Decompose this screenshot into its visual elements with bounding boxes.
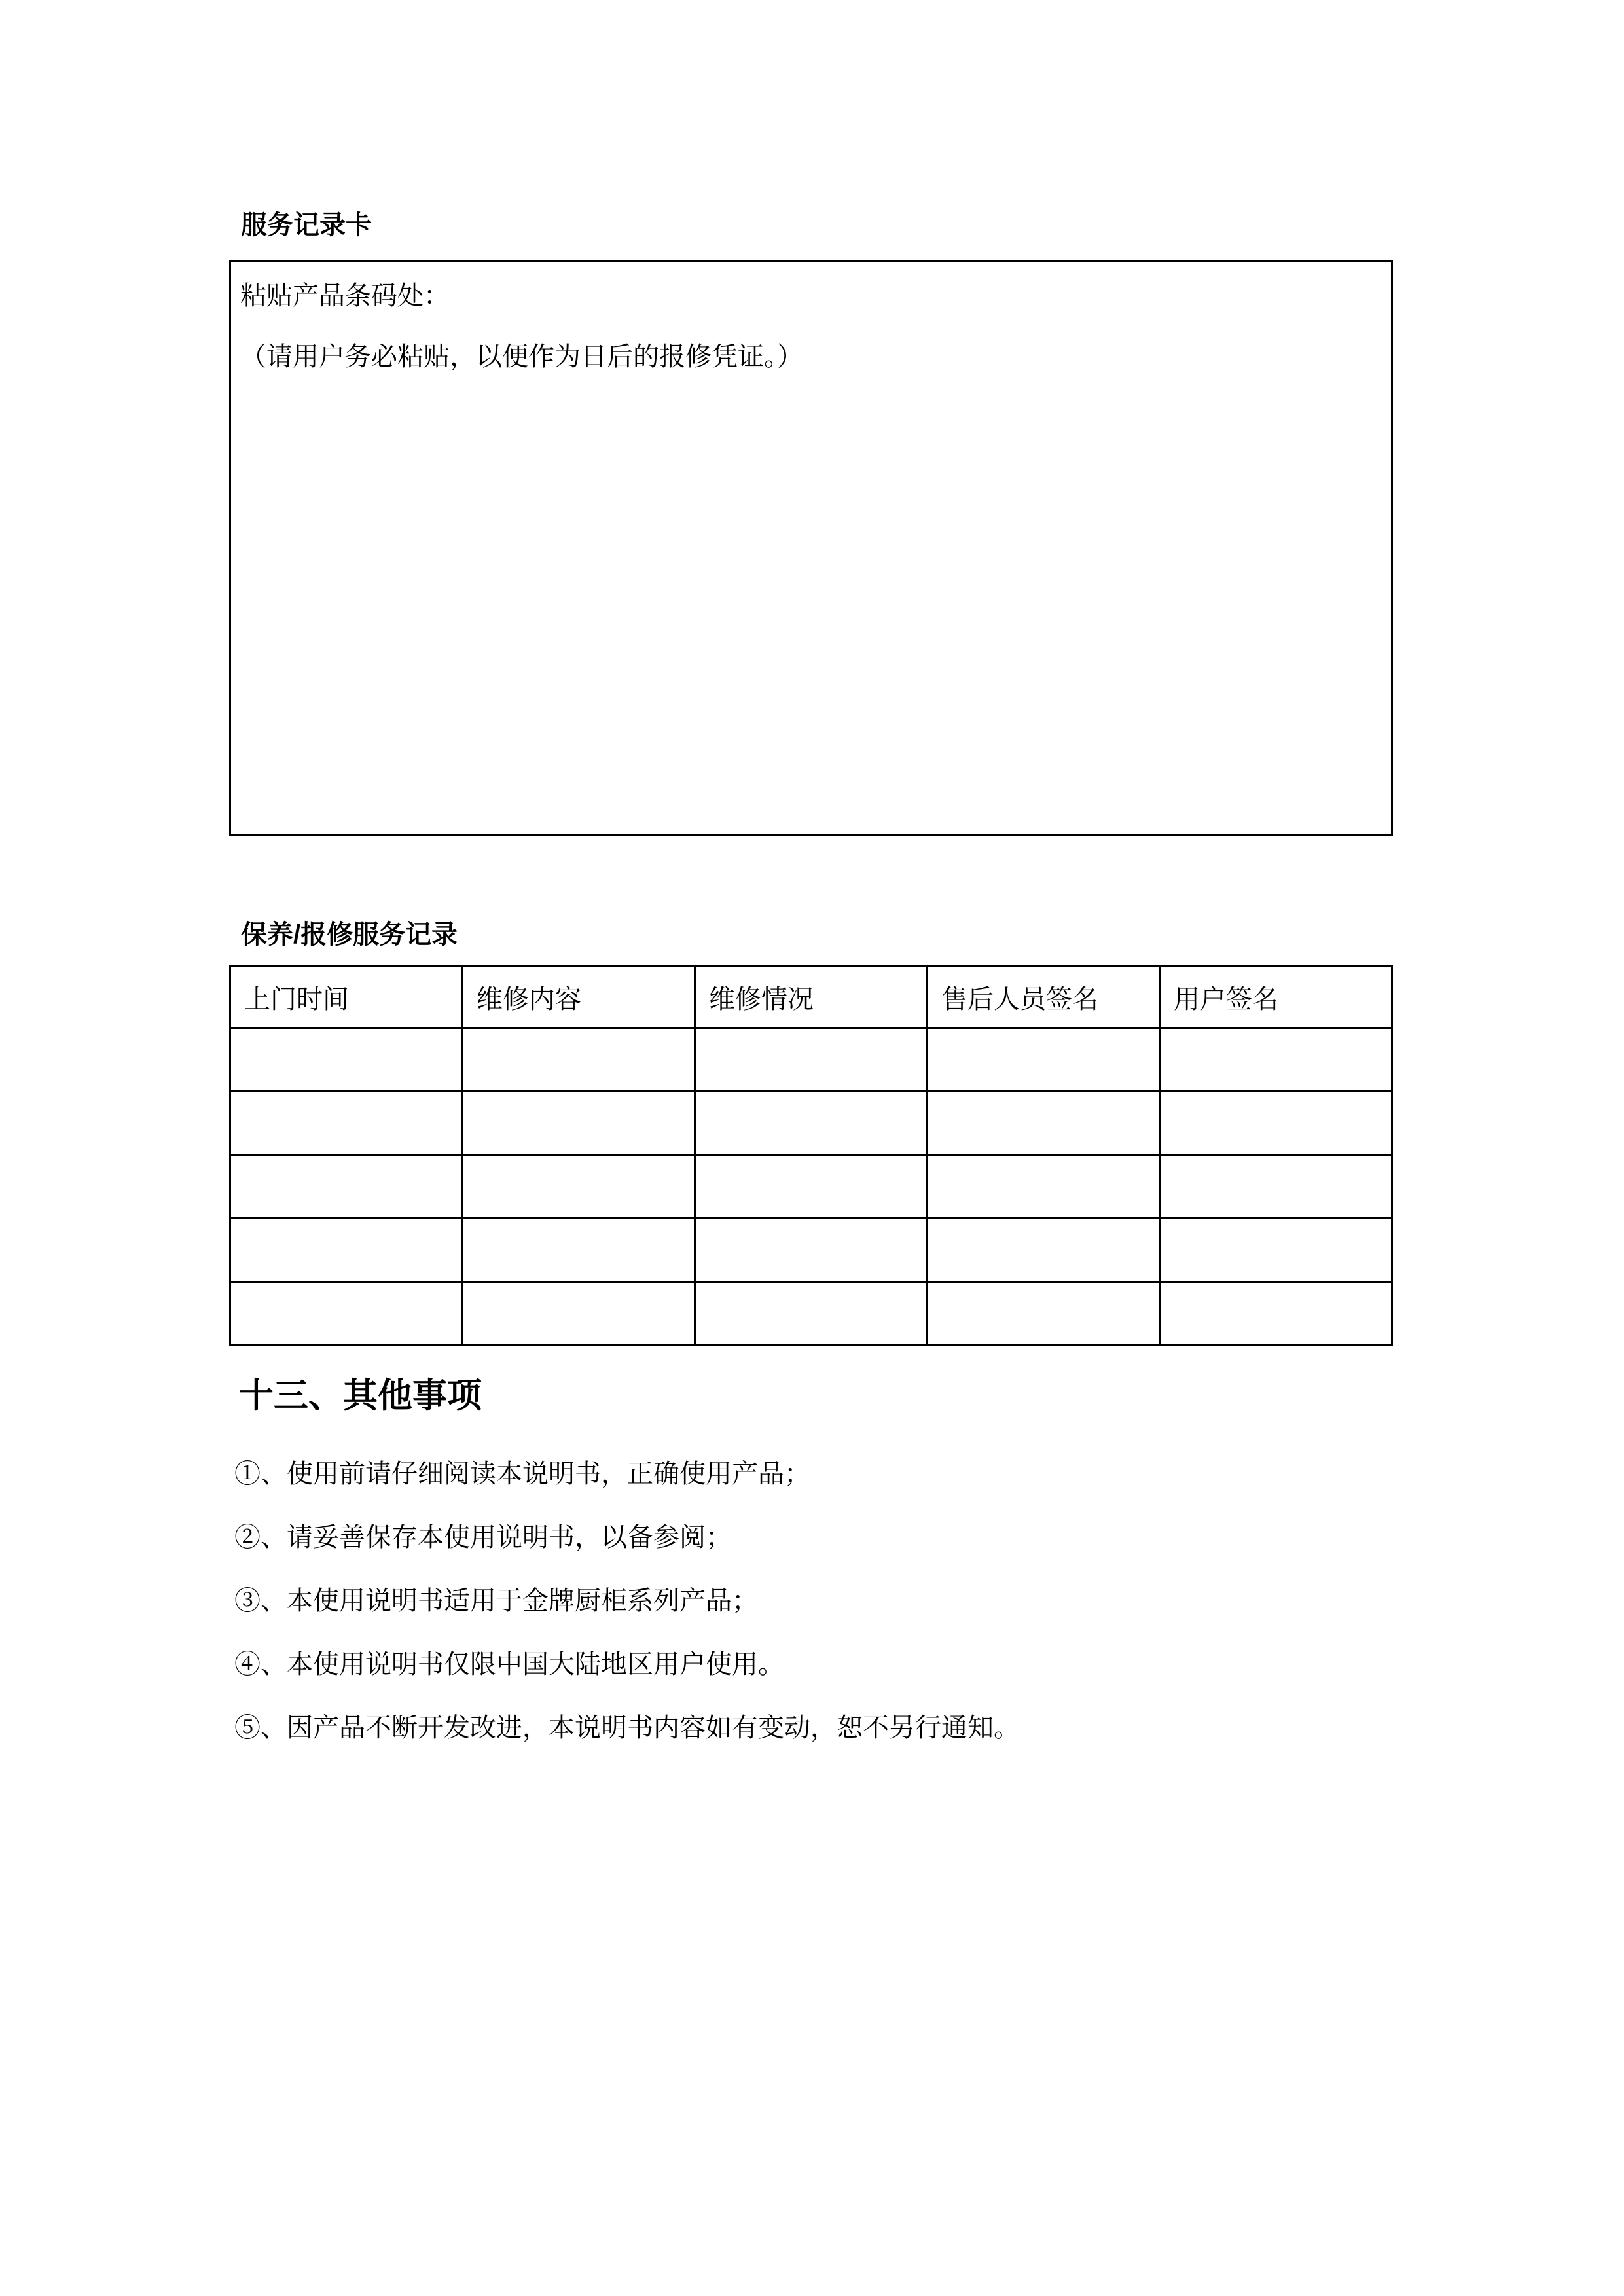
barcode-paste-box [229, 260, 1393, 836]
table-cell [695, 1155, 928, 1219]
barcode-box-label: 粘贴产品条码处： [240, 281, 450, 310]
table-cell [695, 1282, 928, 1346]
table-row [230, 1155, 1392, 1219]
table-cell [230, 1092, 463, 1155]
table-cell [1160, 1092, 1392, 1155]
table-cell [928, 1092, 1160, 1155]
table-cell [463, 1092, 695, 1155]
table-cell [230, 1155, 463, 1219]
table-header-row [230, 967, 1392, 1028]
table-cell [928, 1028, 1160, 1092]
table-header-repair-content: 维修内容 [463, 967, 695, 1028]
table-row [230, 1219, 1392, 1282]
table-cell [1160, 1028, 1392, 1092]
table-cell [463, 1028, 695, 1092]
table-cell [695, 1092, 928, 1155]
service-record-table [229, 965, 1393, 1346]
table-cell [1160, 1219, 1392, 1282]
table-cell [695, 1219, 928, 1282]
other-matters-title: 十三、其他事项 [239, 1376, 482, 1415]
table-header-staff-signature: 售后人员签名 [928, 967, 1160, 1028]
notice-item-3: ③、本使用说明书适用于金牌厨柜系列产品； [234, 1587, 758, 1615]
service-record-title: 保养/报修服务记录 [241, 920, 458, 949]
notice-item-4: ④、本使用说明书仅限中国大陆地区用户使用。 [234, 1650, 784, 1679]
table-header-repair-status: 维修情况 [695, 967, 928, 1028]
table-cell [928, 1155, 1160, 1219]
table-row [230, 1282, 1392, 1346]
table-cell [695, 1028, 928, 1092]
table-cell [463, 1219, 695, 1282]
table-cell [1160, 1282, 1392, 1346]
table-cell [1160, 1155, 1392, 1219]
table-cell [230, 1219, 463, 1282]
table-row [230, 1092, 1392, 1155]
table-header-user-signature: 用户签名 [1160, 967, 1392, 1028]
table-header-visit-time: 上门时间 [230, 967, 463, 1028]
notice-item-5: ⑤、因产品不断开发改进，本说明书内容如有变动，恕不另行通知。 [234, 1713, 1020, 1742]
table-row [230, 1028, 1392, 1092]
table-cell [463, 1282, 695, 1346]
table-cell [230, 1028, 463, 1092]
service-card-title: 服务记录卡 [241, 211, 372, 240]
barcode-box-note: （请用户务必粘贴，以便作为日后的报修凭证。） [240, 342, 803, 371]
table-cell [928, 1219, 1160, 1282]
table-cell [230, 1282, 463, 1346]
notice-item-2: ②、请妥善保存本使用说明书，以备参阅； [234, 1523, 732, 1552]
table-cell [928, 1282, 1160, 1346]
table-cell [463, 1155, 695, 1219]
notice-item-1: ①、使用前请仔细阅读本说明书，正确使用产品； [234, 1460, 810, 1488]
